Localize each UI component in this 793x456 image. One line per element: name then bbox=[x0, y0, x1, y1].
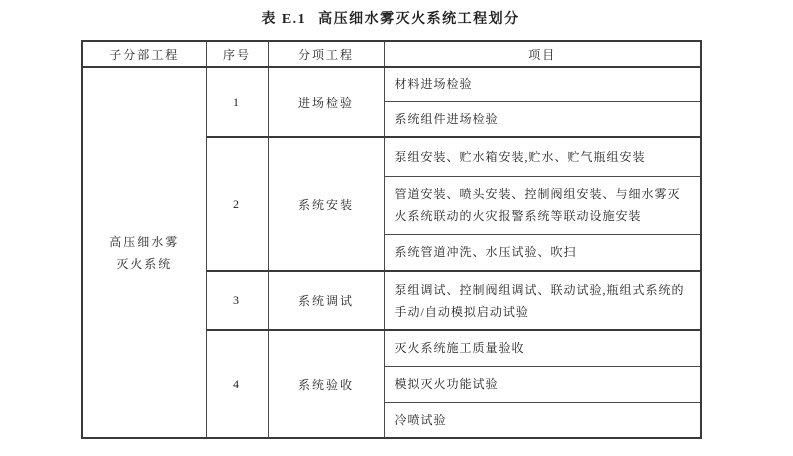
serial-number-cell: 2 bbox=[206, 137, 268, 271]
sub-item-project-cell: 进场检验 bbox=[268, 67, 384, 137]
item-cell: 冷喷试验 bbox=[384, 402, 701, 438]
item-cell: 泵组安装、贮水箱安装,贮水、贮气瓶组安装 bbox=[384, 137, 701, 176]
sub-item-project-cell: 系统安装 bbox=[268, 137, 384, 271]
item-cell: 系统管道冲洗、水压试验、吹扫 bbox=[384, 234, 701, 271]
item-cell: 灭火系统施工质量验收 bbox=[384, 330, 701, 366]
item-cell: 模拟灭火功能试验 bbox=[384, 366, 701, 402]
header-sub-item-project: 分项工程 bbox=[268, 41, 384, 67]
item-cell: 系统组件进场检验 bbox=[384, 101, 701, 137]
item-cell: 管道安装、喷头安装、控制阀组安装、与细水雾灭火系统联动的火灾报警系统等联动设施安装 bbox=[384, 176, 701, 234]
serial-number-cell: 3 bbox=[206, 271, 268, 330]
serial-number-cell: 1 bbox=[206, 67, 268, 137]
sub-division-line2: 灭火系统 bbox=[116, 256, 173, 271]
sub-item-project-cell: 系统调试 bbox=[268, 271, 384, 330]
table-title bbox=[81, 8, 700, 28]
project-division-table bbox=[81, 40, 702, 439]
item-cell: 材料进场检验 bbox=[384, 67, 701, 101]
item-cell: 泵组调试、控制阀组调试、联动试验,瓶组式系统的手动/自动模拟启动试验 bbox=[384, 271, 701, 330]
table-title-number: 表 E.1 bbox=[261, 12, 307, 27]
table-row bbox=[82, 67, 701, 101]
header-serial-number: 序号 bbox=[206, 41, 268, 67]
header-row bbox=[82, 41, 701, 67]
serial-number-cell: 4 bbox=[206, 330, 268, 438]
header-item: 项目 bbox=[384, 41, 701, 67]
sub-division-project-cell bbox=[82, 67, 206, 438]
table-title-text: 高压细水雾灭火系统工程划分 bbox=[318, 12, 520, 27]
header-sub-division-project: 子分部工程 bbox=[82, 41, 206, 67]
sub-item-project-cell: 系统验收 bbox=[268, 330, 384, 438]
sub-division-line1: 高压细水雾 bbox=[109, 234, 180, 249]
